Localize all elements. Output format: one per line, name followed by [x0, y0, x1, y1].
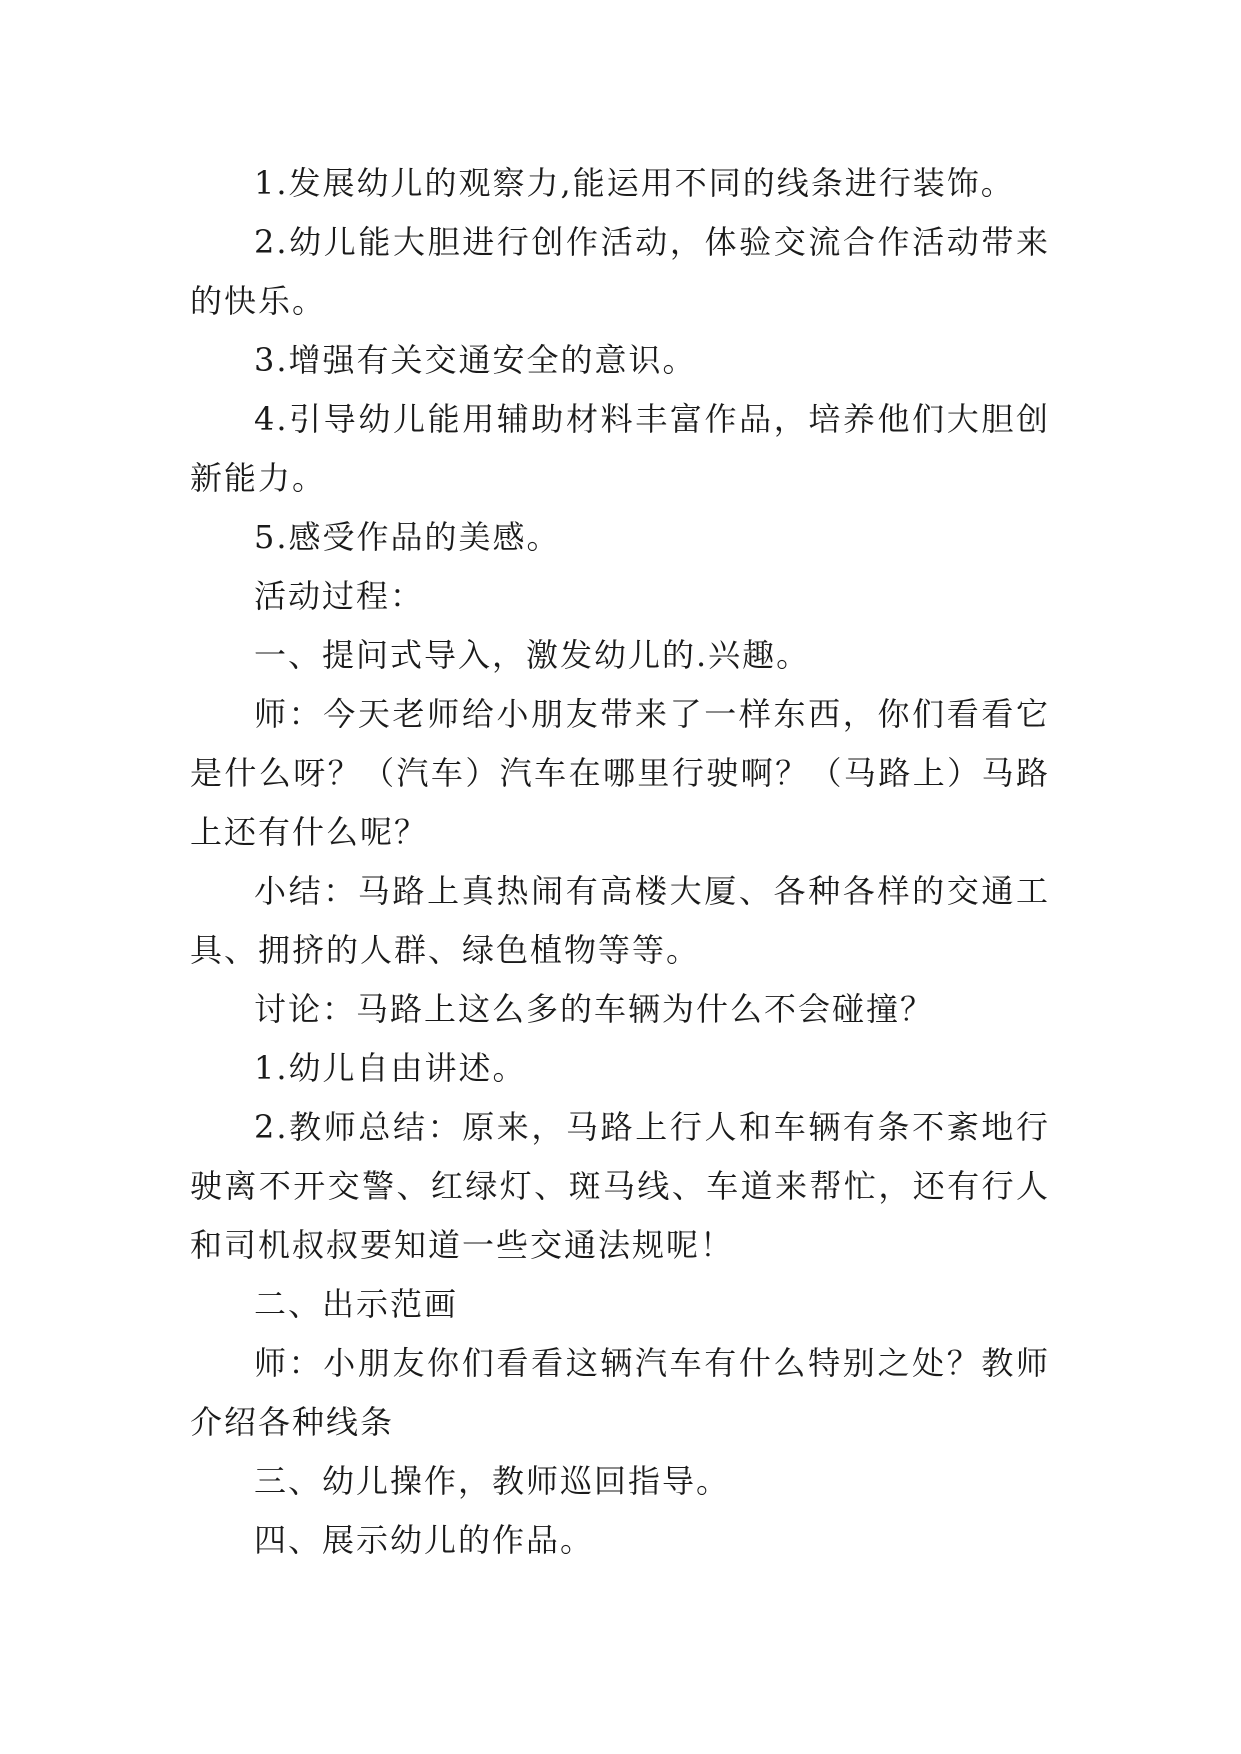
goal-item-4: 4.引导幼儿能用辅助材料丰富作品，培养他们大胆创新能力。 [190, 400, 1050, 497]
step-heading-2: 二、出示范画 [254, 1285, 459, 1323]
goal-item-5: 5.感受作品的美感。 [254, 518, 561, 556]
teacher-dialogue: 师：今天老师给小朋友带来了一样东西，你们看看它是什么呀？（汽车）汽车在哪里行驶啊？（马路上）马路上还有什么呢？ [190, 695, 1050, 851]
teacher-dialogue-2: 师：小朋友你们看看这辆汽车有什么特别之处？教师介绍各种线条 [190, 1344, 1050, 1441]
step-heading-1: 一、提问式导入，激发幼儿的.兴趣。 [254, 636, 811, 674]
summary-paragraph: 小结：马路上真热闹有高楼大厦、各种各样的交通工具、拥挤的人群、绿色植物等等。 [190, 872, 1050, 969]
document-body [190, 154, 1050, 1570]
goal-item-2: 2.幼儿能大胆进行创作活动，体验交流合作活动带来的快乐。 [190, 223, 1050, 320]
step-heading-4: 四、展示幼儿的作品。 [254, 1521, 595, 1559]
discussion-item-1: 1.幼儿自由讲述。 [254, 1049, 527, 1087]
goal-item-1: 1.发展幼儿的观察力,能运用不同的线条进行装饰。 [254, 164, 1015, 202]
goal-item-3: 3.增强有关交通安全的意识。 [254, 341, 697, 379]
section-heading-process: 活动过程： [254, 577, 425, 615]
step-heading-3: 三、幼儿操作，教师巡回指导。 [254, 1462, 731, 1500]
discussion-paragraph: 讨论：马路上这么多的车辆为什么不会碰撞？ [254, 990, 935, 1028]
discussion-item-2: 2.教师总结：原来，马路上行人和车辆有条不紊地行驶离不开交警、红绿灯、斑马线、车道来帮忙，还有行人和司机叔叔要知道一些交通法规呢！ [190, 1108, 1050, 1264]
